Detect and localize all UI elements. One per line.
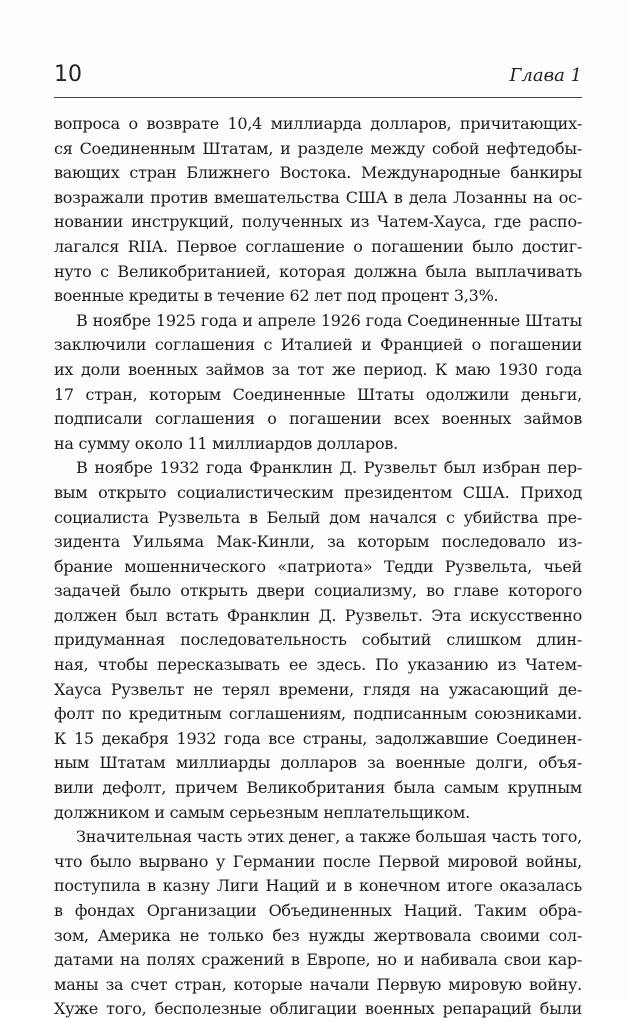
text-line: социалиста Рузвельта в Белый дом начался с убийства пре- [54,507,582,527]
text-line: В ноябре 1925 года и апреле 1926 года Соединенные Штаты [76,310,582,330]
text-line: нуто с Великобританией, которая должна была выплачивать [54,261,582,281]
text-line: должником и самым серьезным неплательщиком. [54,802,470,822]
paragraph [54,112,582,309]
text-line: зидента Уильяма Мак-Кинли, за которым последовало из- [54,532,582,552]
text-line: маны за счет стран, которые начали Первую мировую войну. [54,974,582,994]
text-line: ным Штатам миллиарды долларов за военные долги, объя- [54,753,582,773]
text-line: их доли военных займов за тот же период. К маю 1930 года [54,359,582,379]
text-line: что было вырвано у Германии после Первой мировой войны, [54,851,582,871]
chapter-label: Глава 1 [509,65,582,86]
header-rule [54,97,582,98]
text-line: брание мошеннического «патриота» Тедди Рузвельта, чьей [54,556,582,576]
text-line: Значительная часть этих денег, а также большая часть того, [76,827,582,847]
body-text [54,112,582,1022]
paragraph [54,825,582,1022]
text-line: лагался RIIA. Первое соглашение о погашении было достиг- [54,236,582,256]
paragraph [54,309,582,457]
text-line: В ноябре 1932 года Франклин Д. Рузвельт был избран пер- [76,458,582,478]
text-line: на сумму около 11 миллиардов долларов. [54,433,398,453]
text-line: поступила в казну Лиги Наций и в конечном итоге оказалась [54,876,582,896]
page-number: 10 [54,62,82,87]
text-line: военные кредиты в течение 62 лет под процент 3,3%. [54,286,499,306]
text-line: вающих стран Ближнего Востока. Международные банкиры [54,163,582,183]
text-line: ся Соединенным Штатам, и разделе между собой нефтедобы- [54,138,582,158]
text-line: новании инструкций, полученных из Чатем-Хауса, где распо- [54,212,582,232]
text-line: зом, Америка не только без нужды жертвовала своими сол- [54,925,582,945]
text-line: Хуже того, бесполезные облигации военных репараций были [54,999,582,1019]
text-line: фолт по кредитным соглашениям, подписанным союзниками. [54,704,582,724]
text-line: заключили соглашения с Италией и Францией о погашении [54,335,582,355]
text-line: должен был встать Франклин Д. Рузвельт. Эта искусственно [54,605,582,625]
text-line: датами на полях сражений в Европе, но и набивала свои кар- [54,950,582,970]
text-line: задачей было открыть двери социализму, во главе которого [54,581,582,601]
text-line: возражали против вмешательства США в дела Лозанны на ос- [54,187,582,207]
paragraph [54,456,582,825]
text-line: подписали соглашения о погашении всех военных займов [54,409,582,429]
text-line: вили дефолт, причем Великобритания была самым крупным [54,778,582,798]
text-line: вопроса о возврате 10,4 миллиарда долларов, причитающих- [54,114,582,133]
text-line: ная, чтобы пересказывать ее здесь. По указанию из Чатем- [54,655,582,675]
text-line: 17 стран, которым Соединенные Штаты одолжили деньги, [54,384,582,404]
text-line: Хауса Рузвельт не терял времени, глядя на ужасающий де- [54,679,582,699]
text-line: в фондах Организации Объединенных Наций. Таким обра- [54,901,582,920]
text-line: придуманная последовательность событий слишком длин- [54,630,582,650]
running-head [54,62,582,92]
text-line: К 15 декабря 1932 года все страны, задолжавшие Соединен- [54,728,582,748]
text-line: вым открыто социалистическим президентом США. Приход [54,482,582,502]
